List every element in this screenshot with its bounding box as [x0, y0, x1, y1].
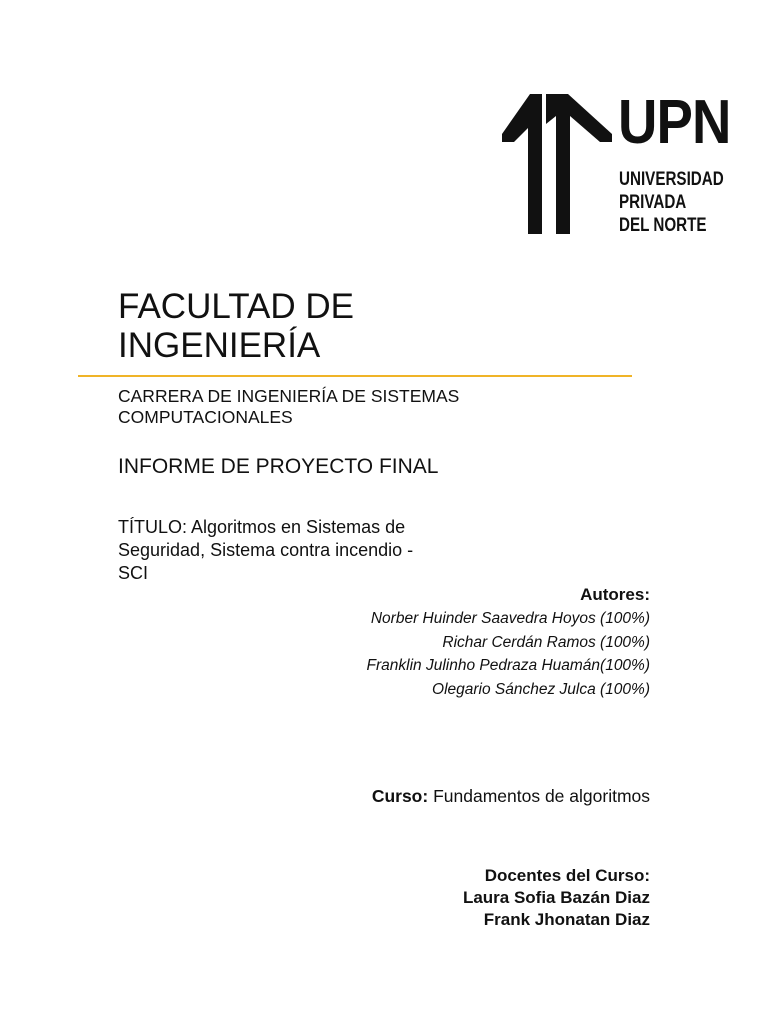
authors-list [367, 607, 650, 701]
teacher-name: Laura Sofia Bazán Diaz [462, 888, 650, 907]
author-name: Norber Huinder Saavedra Hoyos (100%) [370, 610, 650, 627]
logo-university-name [619, 168, 724, 237]
course-label: Curso: [371, 786, 429, 806]
authors-heading: Autores: [580, 585, 650, 604]
project-title: TÍTULO: Algoritmos en Sistemas de Seguridad, Sistema contra incendio - SCI [118, 517, 414, 583]
course-line [372, 785, 650, 807]
logo-line: UNIVERSIDAD [619, 169, 724, 190]
author-name: Olegario Sánchez Julca (100%) [432, 680, 650, 698]
faculty-title: FACULTAD DE INGENIERÍA [118, 287, 354, 365]
divider-line [78, 375, 632, 377]
course-value: Fundamentos de algoritmos [433, 786, 650, 806]
report-type: INFORME DE PROYECTO FINAL [118, 455, 439, 478]
logo-line: DEL NORTE [619, 215, 707, 236]
logo-line: PRIVADA [619, 192, 687, 213]
career-name: CARRERA DE INGENIERÍA DE SISTEMAS COMPUTACIONALES [118, 386, 460, 427]
author-name: Richar Cerdán Ramos (100%) [442, 633, 650, 651]
logo-wordmark: UPN [618, 88, 731, 157]
author-name: Franklin Julinho Pedraza Huamán(100%) [366, 657, 650, 674]
teachers-block [463, 865, 650, 931]
upn-logo-icon [502, 94, 612, 234]
teacher-name: Frank Jhonatan Diaz [483, 910, 650, 929]
teachers-heading: Docentes del Curso: [484, 866, 650, 885]
